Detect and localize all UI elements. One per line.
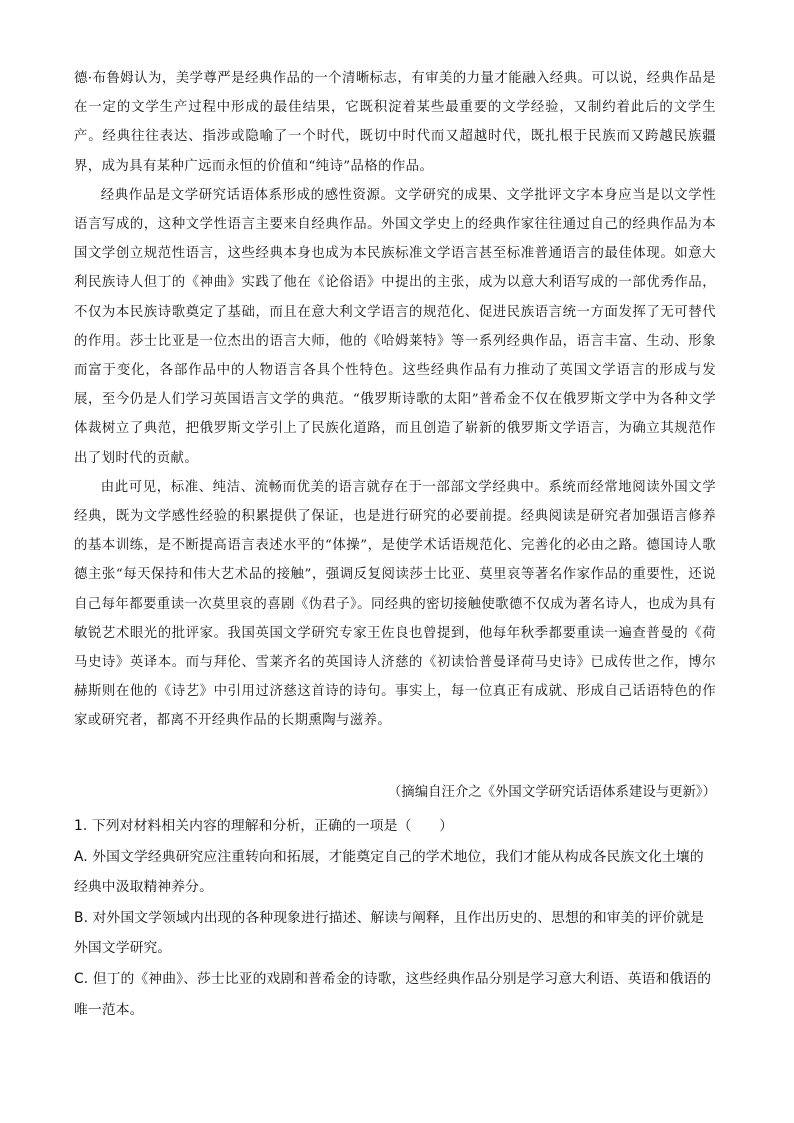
question-1 xyxy=(74,811,716,1025)
passage-paragraph-3: 由此可见，标准、纯洁、流畅而优美的语言就存在于一部部文学经典中。系统而经常地阅读外国文学经典，既为文学感性经验的积累提供了保证，也是进行研究的必要前提。经典阅读是研究者加强语言修养的基本训练，是不断提高语言表述水平的“体操”，是使学术话语规范化、完善化的必由之路。德国诗人歌德主张“每天保持和伟大艺术品的接触”，强调反复阅读莎士比亚、莫里哀等著名作家作品的重要性，还说自己每年都要重读一次莫里哀的喜剧《伪君子》。同经典的密切接触使歌德不仅成为著名诗人，也成为具有敏锐艺术眼光的批评家。我国英国文学研究专家王佐良也曾提到，他每年秋季都要重读一遍查普曼的《荷马史诗》英译本。而与拜伦、雪莱齐名的英国诗人济慈的《初读恰普曼译荷马史诗》已成传世之作，博尔赫斯则在他的《诗艺》中引用过济慈这首诗的诗句。事实上，每一位真正有成就、形成自己话语特色的作家或研究者，都离不开经典作品的长期熏陶与滋养。 xyxy=(74,479,716,729)
passage-paragraph-1: 德·布鲁姆认为，美学尊严是经典作品的一个清晰标志，有审美的力量才能融入经典。可以说，经典作品是在一定的文学生产过程中形成的最佳结果，它既积淀着某些最重要的文学经验，又制约着此后的文学生产。经典往往表达、指涉或隐喻了一个时代，既切中时代而又超越时代，既扎根于民族而又跨越民族疆界，成为具有某种广远而永恒的价值和“纯诗”品格的作品。 xyxy=(74,71,716,174)
option-a: A. 外国文学经典研究应注重转向和拓展，才能奠定自己的学术地位，我们才能从构成各民族文化土壤的经典中汲取精神养分。 xyxy=(74,848,704,896)
reading-passage xyxy=(74,64,716,736)
option-b: B. 对外国文学领域内出现的各种现象进行描述、解读与阐释，且作出历史的、思想的和审美的评价就是外国文学研究。 xyxy=(74,909,704,957)
option-c: C. 但丁的《神曲》、莎士比亚的戏剧和普希金的诗歌，这些经典作品分别是学习意大利语、英语和俄语的唯一范本。 xyxy=(74,970,712,1018)
question-stem: 1. 下列对材料相关内容的理解和分析，正确的一项是（ ） xyxy=(74,818,454,834)
passage-paragraph-2: 经典作品是文学研究话语体系形成的感性资源。文学研究的成果、文学批评文字本身应当是以文学性语言写成的，这种文学性语言主要来自经典作品。外国文学史上的经典作家往往通过自己的经典作品为本国文学创立规范性语言，这些经典本身也成为本民族标准文学语言甚至标准普通语言的最佳体现。如意大利民族诗人但丁的《神曲》实践了他在《论俗语》中提出的主张，成为以意大利语写成的一部优秀作品，不仅为本民族诗歌奠定了基础，而且在意大利文学语言的规范化、促进民族语言统一方面发挥了无可替代的作用。莎士比亚是一位杰出的语言大师，他的《哈姆莱特》等一系列经典作品，语言丰富、生动、形象而富于变化，各部作品中的人物语言各具个性特色。这些经典作品有力推动了英国文学语言的形成与发展，至今仍是人们学习英国语言文学的典范。“俄罗斯诗歌的太阳”普希金不仅在俄罗斯文学中为各种文学体裁树立了典范，把俄罗斯文学引上了民族化道路，而且创造了崭新的俄罗斯文学语言，为确立其规范作出了划时代的贡献。 xyxy=(74,187,716,466)
passage-source: （摘编自汪介之《外国文学研究话语体系建设与更新》） xyxy=(387,785,716,800)
